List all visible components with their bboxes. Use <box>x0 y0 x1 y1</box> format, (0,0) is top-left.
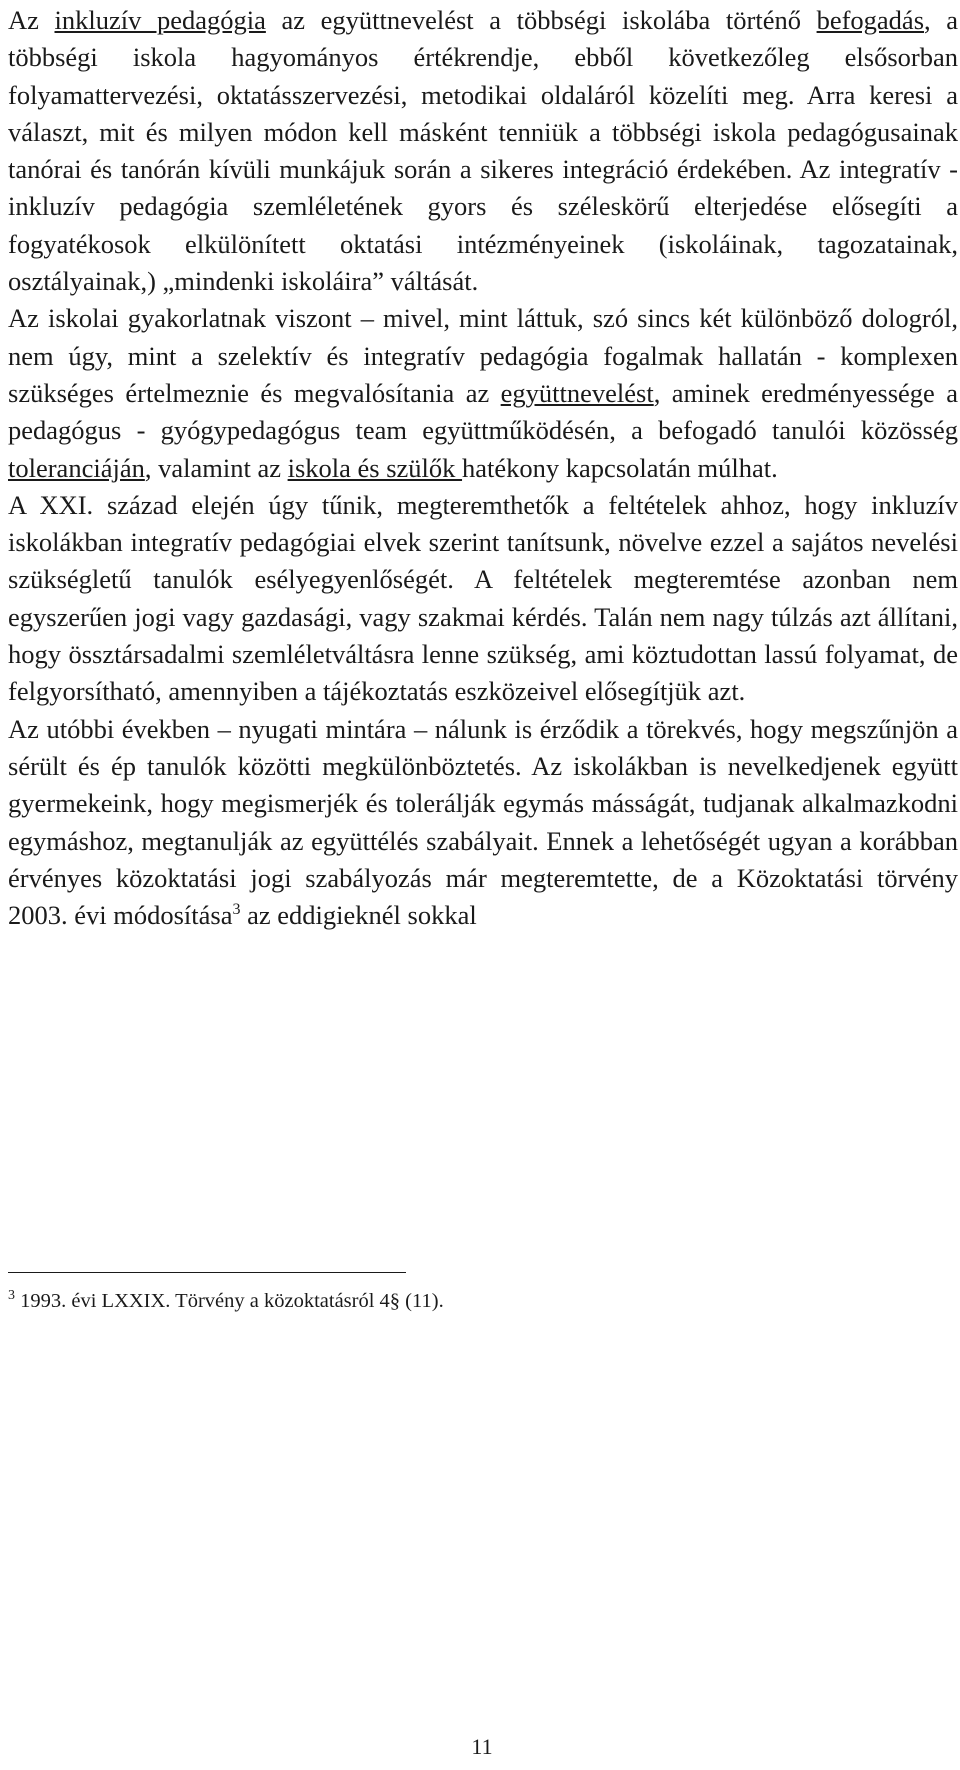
text-run: Az utóbbi években – nyugati mintára – nálunk is érződik a törekvés, hogy megszűnjön a sérült és ép tanulók közötti megkülönböztetés. Az iskolákban is nevelkedjenek együtt gyermekeink, hogy megismerjék és tolerálják egymás másságát, tudjanak alkalmazkodni egymáshoz, megtanulják az együttélés szabályait. Ennek a lehetőségét ugyan a korábban érvényes közoktatási jogi szabályozás már megteremtette, de a Közoktatási törvény 2003. évi módosítása <box>8 713 958 931</box>
text-run: az együttnevelést a többségi iskolába történő <box>265 5 817 35</box>
text-run: az eddigieknél sokkal <box>240 900 477 931</box>
underlined-term: befogadás <box>816 5 925 35</box>
underlined-term: iskola és szülők <box>287 452 463 483</box>
footnote <box>8 1287 948 1315</box>
body-text <box>8 2 958 934</box>
page-number <box>0 1733 960 1761</box>
footnote-marker: 3 <box>8 1288 15 1304</box>
underlined-term: toleranciáján <box>8 452 145 483</box>
footnote-text: 1993. évi LXXIX. Törvény a közoktatásról 4§ (11). <box>15 1290 444 1312</box>
paragraph <box>8 2 958 300</box>
paragraph <box>8 711 958 935</box>
footnote-separator <box>8 1272 406 1273</box>
text-run: Az <box>8 5 55 35</box>
text-run: A XXI. század elején úgy tűnik, megteremthetők a feltételek ahhoz, hogy inkluzív iskolákban integratív pedagógiai elvek szerint tanítsunk, növelve ezzel a sajátos nevelési szükségletű tanulók esélyegyenlőségét. A feltételek megteremtése azonban nem egyszerűen jogi vagy gazdasági, vagy szakmai kérdés. Talán nem nagy túlzás azt állítani, hogy össztársadalmi szemléletváltásra lenne szükség, ami köztudottan lassú folyamat, de felgyorsítható, amennyiben a tájékoztatás eszközeivel elősegítjük azt. <box>8 489 958 707</box>
underlined-term: inkluzív pedagógia <box>54 5 266 35</box>
text-run: hatékony kapcsolatán múlhat. <box>462 452 778 483</box>
text-run: Az iskolai gyakorlatnak viszont – mivel, mint láttuk, szó sincs két különböző dologról, nem úgy, mint a szelektív és integratív pedagógia fogalmak hallatán - komplexen szükséges értelmeznie és megvalósítania az <box>8 303 958 408</box>
text-run: , aminek eredményessége a pedagógus - gyógypedagógus team együttműködésén, a befogadó tanulói közösség <box>8 377 958 446</box>
underlined-term: együttnevelést <box>500 377 654 408</box>
text-run: , valamint az <box>144 452 288 483</box>
page-number-text: 11 <box>471 1734 493 1759</box>
text-run: , a többségi iskola hagyományos értékrendje, ebből következőleg elsősorban folyamattervezési, oktatásszervezési, metodikai oldaláról közelíti meg. Arra keresi a választ, mit és milyen módon kell másként tenniük a többségi iskola pedagógusainak tanórai és tanórán kívüli munkájuk során a sikeres integráció érdekében. Az integratív - inkluzív pedagógia szemléletének gyors és széleskörű elterjedése elősegíti a fogyatékosok elkülönített oktatási intézményeinek (iskoláinak, tagozatainak, osztályainak,) „mindenki iskoláira” váltását. <box>8 5 959 297</box>
paragraph <box>8 300 958 486</box>
paragraph <box>8 487 958 711</box>
footnote-reference: 3 <box>232 901 241 919</box>
